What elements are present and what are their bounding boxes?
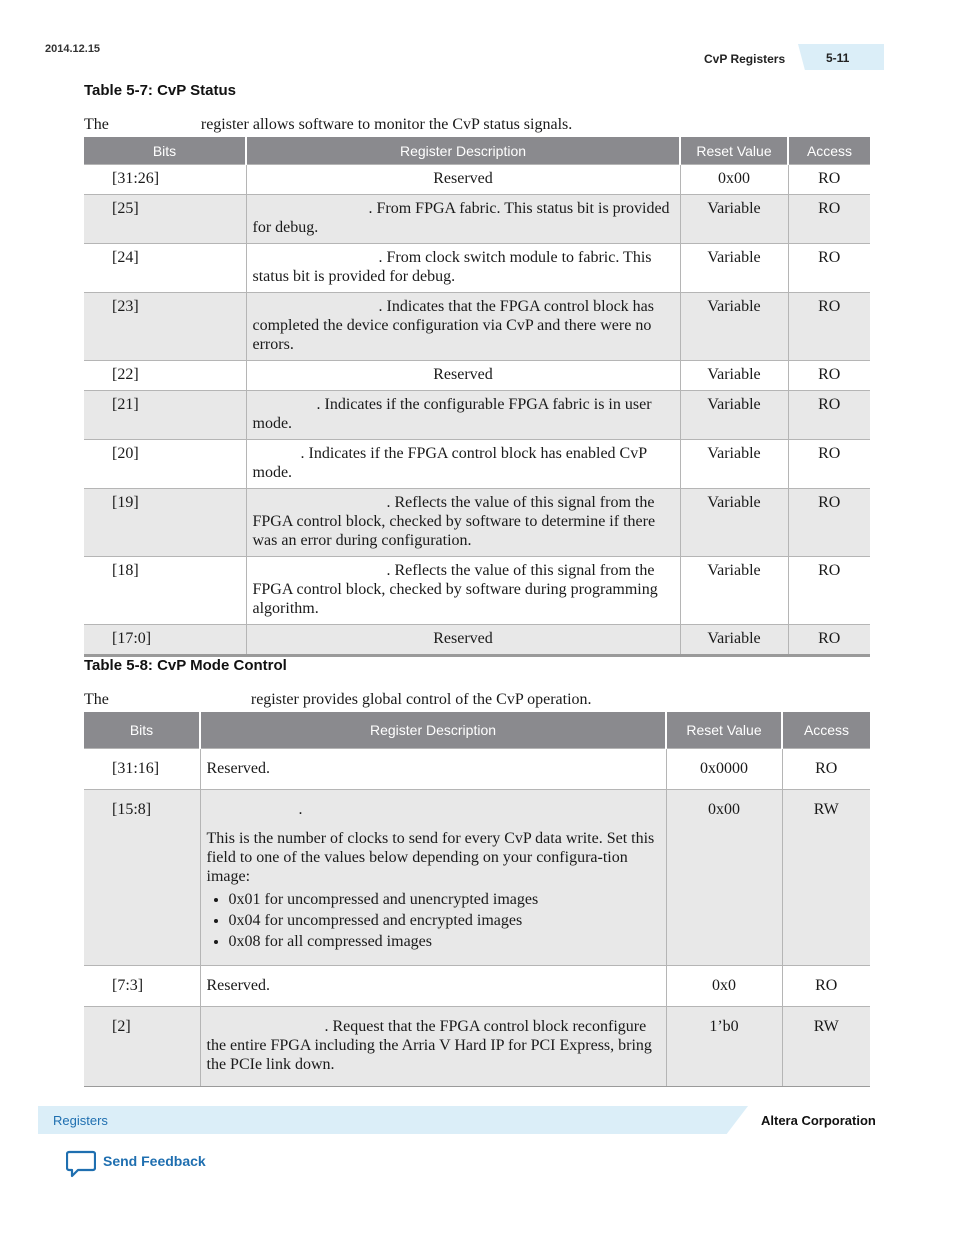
reset-value-cell: Variable bbox=[680, 361, 788, 391]
bits-cell: [25] bbox=[84, 195, 246, 244]
description-cell: Reserved. bbox=[200, 749, 666, 790]
intro-rest: register allows software to monitor the CvP status signals. bbox=[200, 116, 573, 133]
description-cell: Reserved bbox=[246, 165, 680, 195]
table-row bbox=[84, 790, 870, 966]
intro-rest: register provides global control of the CvP operation. bbox=[250, 691, 592, 708]
bits-cell: [24] bbox=[84, 244, 246, 293]
table-intro-cvp-status bbox=[84, 116, 572, 134]
access-cell: RW bbox=[782, 790, 870, 966]
description-cell bbox=[246, 440, 680, 489]
page-number: 5-11 bbox=[826, 51, 850, 65]
access-cell: RO bbox=[788, 625, 870, 656]
access-cell: RO bbox=[788, 489, 870, 557]
table-row bbox=[84, 1007, 870, 1087]
description-cell bbox=[200, 790, 666, 966]
header-register-description: Register Description bbox=[200, 712, 666, 749]
access-cell: RO bbox=[788, 165, 870, 195]
feedback-icon[interactable] bbox=[66, 1150, 96, 1178]
table-row bbox=[84, 966, 870, 1007]
description-cell bbox=[246, 391, 680, 440]
value-list bbox=[207, 890, 660, 951]
reset-value-cell: Variable bbox=[680, 440, 788, 489]
description-cell bbox=[246, 489, 680, 557]
table-row bbox=[84, 293, 870, 361]
reset-value-cell: 0x00 bbox=[680, 165, 788, 195]
table-caption-cvp-status: Table 5-7: CvP Status bbox=[84, 82, 236, 99]
bits-cell: [21] bbox=[84, 391, 246, 440]
reset-value-cell: Variable bbox=[680, 293, 788, 361]
header-access: Access bbox=[788, 137, 870, 165]
bits-cell: [15:8] bbox=[84, 790, 200, 966]
description-text: This is the number of clocks to send for every CvP data write. Set this field to one of the values below depending on your configura-tion image: bbox=[206, 830, 655, 885]
reset-value-cell: 0x0 bbox=[666, 966, 782, 1007]
table-header-row bbox=[84, 137, 870, 165]
bits-cell: [22] bbox=[84, 361, 246, 391]
header-access: Access bbox=[782, 712, 870, 749]
document-date: 2014.12.15 bbox=[45, 43, 101, 55]
table-header-row bbox=[84, 712, 870, 749]
description-text: . Indicates if the configurable FPGA fabric is in user mode. bbox=[252, 396, 652, 432]
description-cell: Reserved bbox=[246, 361, 680, 391]
description-text: . Indicates that the FPGA control block has completed the device configuration via CvP and there were no errors. bbox=[252, 298, 655, 353]
access-cell: RO bbox=[788, 244, 870, 293]
access-cell: RO bbox=[788, 440, 870, 489]
reset-value-cell: Variable bbox=[680, 391, 788, 440]
description-cell bbox=[246, 244, 680, 293]
table-caption-cvp-mode-control: Table 5-8: CvP Mode Control bbox=[84, 657, 287, 674]
description-text: . Reflects the value of this signal from the FPGA control block, checked by software to determine if there was an error during configuration. bbox=[252, 494, 656, 549]
description-text: . Reflects the value of this signal from the FPGA control block, checked by software during programming algorithm. bbox=[252, 562, 658, 617]
description-text: . Request that the FPGA control block reconfigure the entire FPGA including the Arria V Hard IP for PCI Express, bring the PCIe link down. bbox=[206, 1018, 652, 1073]
access-cell: RO bbox=[788, 391, 870, 440]
description-text: . From FPGA fabric. This status bit is provided for debug. bbox=[252, 200, 670, 236]
footer-chapter-link[interactable]: Registers bbox=[53, 1113, 108, 1128]
reset-value-cell: Variable bbox=[680, 489, 788, 557]
reset-value-cell: 0x0000 bbox=[666, 749, 782, 790]
reset-value-cell: Variable bbox=[680, 195, 788, 244]
header-bits: Bits bbox=[84, 137, 246, 165]
access-cell: RW bbox=[782, 1007, 870, 1087]
reset-value-cell: Variable bbox=[680, 557, 788, 625]
table-row bbox=[84, 557, 870, 625]
access-cell: RO bbox=[788, 195, 870, 244]
access-cell: RO bbox=[782, 749, 870, 790]
table-row bbox=[84, 625, 870, 656]
table-intro-cvp-mode-control bbox=[84, 691, 592, 709]
description-cell: Reserved. bbox=[200, 966, 666, 1007]
table-row bbox=[84, 195, 870, 244]
bits-cell: [18] bbox=[84, 557, 246, 625]
access-cell: RO bbox=[788, 361, 870, 391]
reset-value-cell: Variable bbox=[680, 244, 788, 293]
table-row bbox=[84, 361, 870, 391]
list-item: • 0x04 for uncompressed and encrypted images bbox=[229, 911, 660, 930]
bits-cell: [31:16] bbox=[84, 749, 200, 790]
bits-cell: [17:0] bbox=[84, 625, 246, 656]
intro-start: The bbox=[84, 691, 109, 708]
description-cell bbox=[200, 1007, 666, 1087]
bits-cell: [19] bbox=[84, 489, 246, 557]
header-register-description: Register Description bbox=[246, 137, 680, 165]
list-item: • 0x01 for uncompressed and unencrypted images bbox=[229, 890, 660, 909]
description-text: . From clock switch module to fabric. This status bit is provided for debug. bbox=[252, 249, 652, 285]
description-cell bbox=[246, 195, 680, 244]
cvp-status-table bbox=[84, 137, 870, 657]
header-reset-value: Reset Value bbox=[680, 137, 788, 165]
footer-company: Altera Corporation bbox=[761, 1113, 876, 1128]
bits-cell: [2] bbox=[84, 1007, 200, 1087]
table-row bbox=[84, 440, 870, 489]
header-bits: Bits bbox=[84, 712, 200, 749]
footer-bar bbox=[38, 1106, 748, 1134]
description-cell: Reserved bbox=[246, 625, 680, 656]
list-item: • 0x08 for all compressed images bbox=[229, 932, 660, 951]
reset-value-cell: Variable bbox=[680, 625, 788, 656]
access-cell: RO bbox=[788, 557, 870, 625]
header-reset-value: Reset Value bbox=[666, 712, 782, 749]
bits-cell: [31:26] bbox=[84, 165, 246, 195]
section-title: CvP Registers bbox=[704, 52, 786, 66]
send-feedback-link[interactable]: Send Feedback bbox=[103, 1153, 206, 1169]
description-cell bbox=[246, 557, 680, 625]
intro-start: The bbox=[84, 116, 109, 133]
cvp-mode-control-table bbox=[84, 712, 870, 1087]
reset-value-cell: 0x00 bbox=[666, 790, 782, 966]
access-cell: RO bbox=[782, 966, 870, 1007]
table-row bbox=[84, 244, 870, 293]
description-lead: . bbox=[298, 801, 303, 818]
description-cell bbox=[246, 293, 680, 361]
table-row bbox=[84, 749, 870, 790]
reset-value-cell: 1’b0 bbox=[666, 1007, 782, 1087]
description-text: . Indicates if the FPGA control block has enabled CvP mode. bbox=[252, 445, 647, 481]
table-row bbox=[84, 489, 870, 557]
bits-cell: [20] bbox=[84, 440, 246, 489]
bits-cell: [23] bbox=[84, 293, 246, 361]
table-row bbox=[84, 391, 870, 440]
table-row bbox=[84, 165, 870, 195]
access-cell: RO bbox=[788, 293, 870, 361]
bits-cell: [7:3] bbox=[84, 966, 200, 1007]
